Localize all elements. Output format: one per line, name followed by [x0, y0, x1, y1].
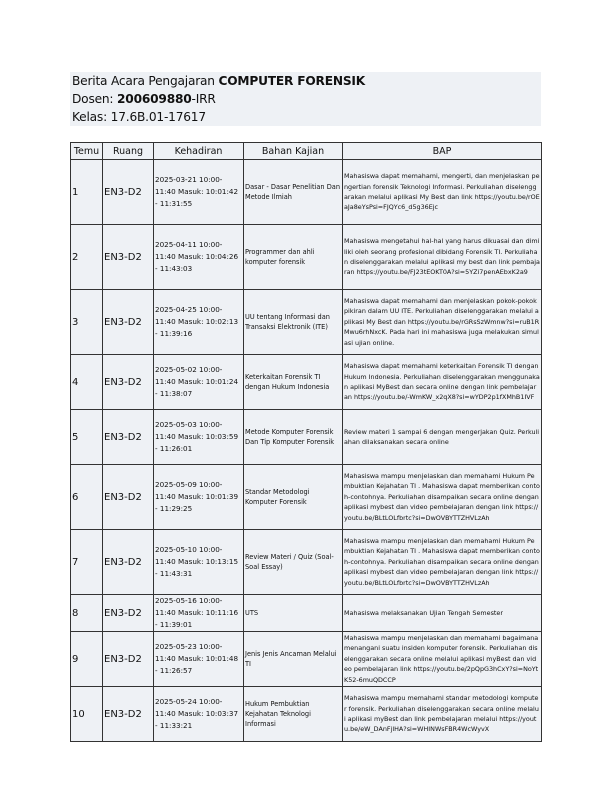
cell-bahan-kajian: UTS: [244, 595, 343, 632]
header-kehadiran: Kehadiran: [154, 143, 244, 160]
cell-ruang: EN3-D2: [103, 595, 154, 632]
cell-temu: 9: [71, 632, 103, 687]
cell-temu: 2: [71, 225, 103, 290]
cell-bap: Mahasiswa dapat memahami dan menjelaskan pokok-pokok pikiran dalam UU ITE. Perkuliahan diselenggarakan melalui aplikasi My Best dan https://youtu.be/rGRsSzWmnw?si=ruB1RMwu6rhNxcK. Pada hari ini mahasiswa juga melakukan simulasi ujian online.: [343, 290, 542, 355]
cell-temu: 6: [71, 465, 103, 530]
cell-bahan-kajian: Hukum Pembuktian Kejahatan Teknologi Informasi: [244, 687, 343, 742]
table-header-row: [71, 143, 542, 160]
table-row: [71, 465, 542, 530]
cell-bahan-kajian: Review Materi / Quiz (Soal-Soal Essay): [244, 530, 343, 595]
table-row: [71, 530, 542, 595]
cell-bap: Mahasiswa mampu menjelaskan dan memahami Hukum Pembuktian Kejahatan TI . Mahasiswa dapat memberikan contoh-contohnya. Perkuliahan disampaikan secara online dengan aplikasi mybest dan video pembelajaran dengan link https://youtu.be/BLtLOLfbrtc?si=DwOVBYTTZHVLzAh: [343, 465, 542, 530]
cell-bahan-kajian: Standar Metodologi Komputer Forensik: [244, 465, 343, 530]
cell-ruang: EN3-D2: [103, 530, 154, 595]
table-row: [71, 687, 542, 742]
cell-temu: 4: [71, 355, 103, 410]
cell-bap: Mahasiswa mampu memahami standar metodologi komputer forensik. Perkuliahan diselenggarakan secara online melalui aplikasi myBest dan link pembelajaran melalui https://youtu.be/eW_DAnFjlHA?si=WHINWsFBR4WcWyvX: [343, 687, 542, 742]
cell-bap: Mahasiswa mampu menjelaskan dan memahami Hukum Pembuktian Kejahatan TI . Mahasiswa dapat memberikan contoh-contohnya. Perkuliahan disampaikan secara online dengan aplikasi mybest dan video pembelajaran dengan link https://youtu.be/BLtLOLfbrtc?si=DwOVBYTTZHVLzAh: [343, 530, 542, 595]
lecturer-id: 200609880: [117, 92, 192, 106]
cell-bahan-kajian: Keterkaitan Forensik TI dengan Hukum Indonesia: [244, 355, 343, 410]
report-title: [72, 74, 365, 88]
cell-bap: Mahasiswa dapat memahami, mengerti, dan menjelaskan pengertian forensik Teknologi Informasi. Perkuliahan diselenggarakan melalui aplikasi My Best dan link https://youtu.be/rOEaJa8eYsPsi=FJQYc6_d5g36Ejc: [343, 160, 542, 225]
cell-bahan-kajian: Programmer dan ahli komputer forensik: [244, 225, 343, 290]
cell-bap: Mahasiswa melaksanakan Ujian Tengah Semester: [343, 595, 542, 632]
cell-bahan-kajian: Jenis Jenis Ancaman Melalui TI: [244, 632, 343, 687]
table-row: [71, 595, 542, 632]
table-row: [71, 225, 542, 290]
header-bap: BAP: [343, 143, 542, 160]
cell-bahan-kajian: Dasar - Dasar Penelitian Dan Metode Ilmiah: [244, 160, 343, 225]
cell-temu: 7: [71, 530, 103, 595]
cell-ruang: EN3-D2: [103, 290, 154, 355]
table-row: [71, 290, 542, 355]
cell-bahan-kajian: Metode Komputer Forensik Dan Tip Komputer Forensik: [244, 410, 343, 465]
cell-kehadiran: 2025-05-24 10:00-11:40 Masuk: 10:03:37 - 11:33:21: [154, 687, 244, 742]
cell-ruang: EN3-D2: [103, 355, 154, 410]
cell-bahan-kajian: UU tentang Informasi dan Transaksi Elektronik (ITE): [244, 290, 343, 355]
header-bahan-kajian: Bahan Kajian: [244, 143, 343, 160]
header-temu: Temu: [71, 143, 103, 160]
cell-ruang: EN3-D2: [103, 225, 154, 290]
class-line: Kelas: 17.6B.01-17617: [72, 110, 206, 124]
table-row: [71, 632, 542, 687]
cell-ruang: EN3-D2: [103, 465, 154, 530]
report-header: [70, 72, 541, 126]
table-row: [71, 355, 542, 410]
table-row: [71, 160, 542, 225]
cell-kehadiran: 2025-05-03 10:00-11:40 Masuk: 10:03:59 - 11:26:01: [154, 410, 244, 465]
cell-kehadiran: 2025-04-11 10:00-11:40 Masuk: 10:04:26 - 11:43:03: [154, 225, 244, 290]
cell-bap: Mahasiswa dapat memahami keterkaitan Forensik TI dengan Hukum Indonesia. Perkuliahan diselenggarakan menggunakan aplikasi MyBest dan secara online dengan link pembelajaran https://youtu.be/-WmKW_x2qX8?si=wYDP2p1fXMhB1IVF: [343, 355, 542, 410]
cell-temu: 1: [71, 160, 103, 225]
cell-ruang: EN3-D2: [103, 687, 154, 742]
bap-table: [70, 142, 542, 742]
title-prefix: Berita Acara Pengajaran: [72, 74, 215, 88]
cell-bap: Mahasiswa mampu menjelaskan dan memahami bagaimana menangani suatu insiden komputer forensik. Perkuliahan diselenggarakan secara online melalui aplikasi myBest dan video pembelajaran link https://youtu.be/2pQpG3hCxY?si=NoYtK52-6muQDCCP: [343, 632, 542, 687]
cell-kehadiran: 2025-05-10 10:00-11:40 Masuk: 10:13:15 - 11:43:31: [154, 530, 244, 595]
cell-kehadiran: 2025-05-02 10:00-11:40 Masuk: 10:01:24 - 11:38:07: [154, 355, 244, 410]
cell-ruang: EN3-D2: [103, 160, 154, 225]
lecturer-line: [72, 92, 216, 106]
cell-kehadiran: 2025-05-23 10:00-11:40 Masuk: 10:01:48 - 11:26:57: [154, 632, 244, 687]
cell-temu: 5: [71, 410, 103, 465]
cell-kehadiran: 2025-04-25 10:00-11:40 Masuk: 10:02:13 - 11:39:16: [154, 290, 244, 355]
lecturer-label: Dosen:: [72, 92, 114, 106]
cell-temu: 8: [71, 595, 103, 632]
cell-kehadiran: 2025-05-16 10:00-11:40 Masuk: 10:11:16 - 11:39:01: [154, 595, 244, 632]
cell-temu: 10: [71, 687, 103, 742]
cell-temu: 3: [71, 290, 103, 355]
lecturer-suffix: -IRR: [191, 92, 216, 106]
cell-kehadiran: 2025-05-09 10:00-11:40 Masuk: 10:01:39 - 11:29:25: [154, 465, 244, 530]
header-ruang: Ruang: [103, 143, 154, 160]
cell-bap: Mahasiswa mengetahui hal-hal yang harus dikuasai dan dimiliki oleh seorang profesional dibidang Forensik TI. Perkuliahan diselenggarakan melalui aplikasi my best dan link pembajaran https://youtu.be/FJ23tEOKT0A?si=5YZi7penAEbxK2a9: [343, 225, 542, 290]
cell-kehadiran: 2025-03-21 10:00-11:40 Masuk: 10:01:42 - 11:31:55: [154, 160, 244, 225]
table-row: [71, 410, 542, 465]
cell-ruang: EN3-D2: [103, 410, 154, 465]
cell-ruang: EN3-D2: [103, 632, 154, 687]
course-name: COMPUTER FORENSIK: [218, 74, 365, 88]
cell-bap: Review materi 1 sampai 6 dengan mengerjakan Quiz. Perkuliahan dilaksanakan secara online: [343, 410, 542, 465]
